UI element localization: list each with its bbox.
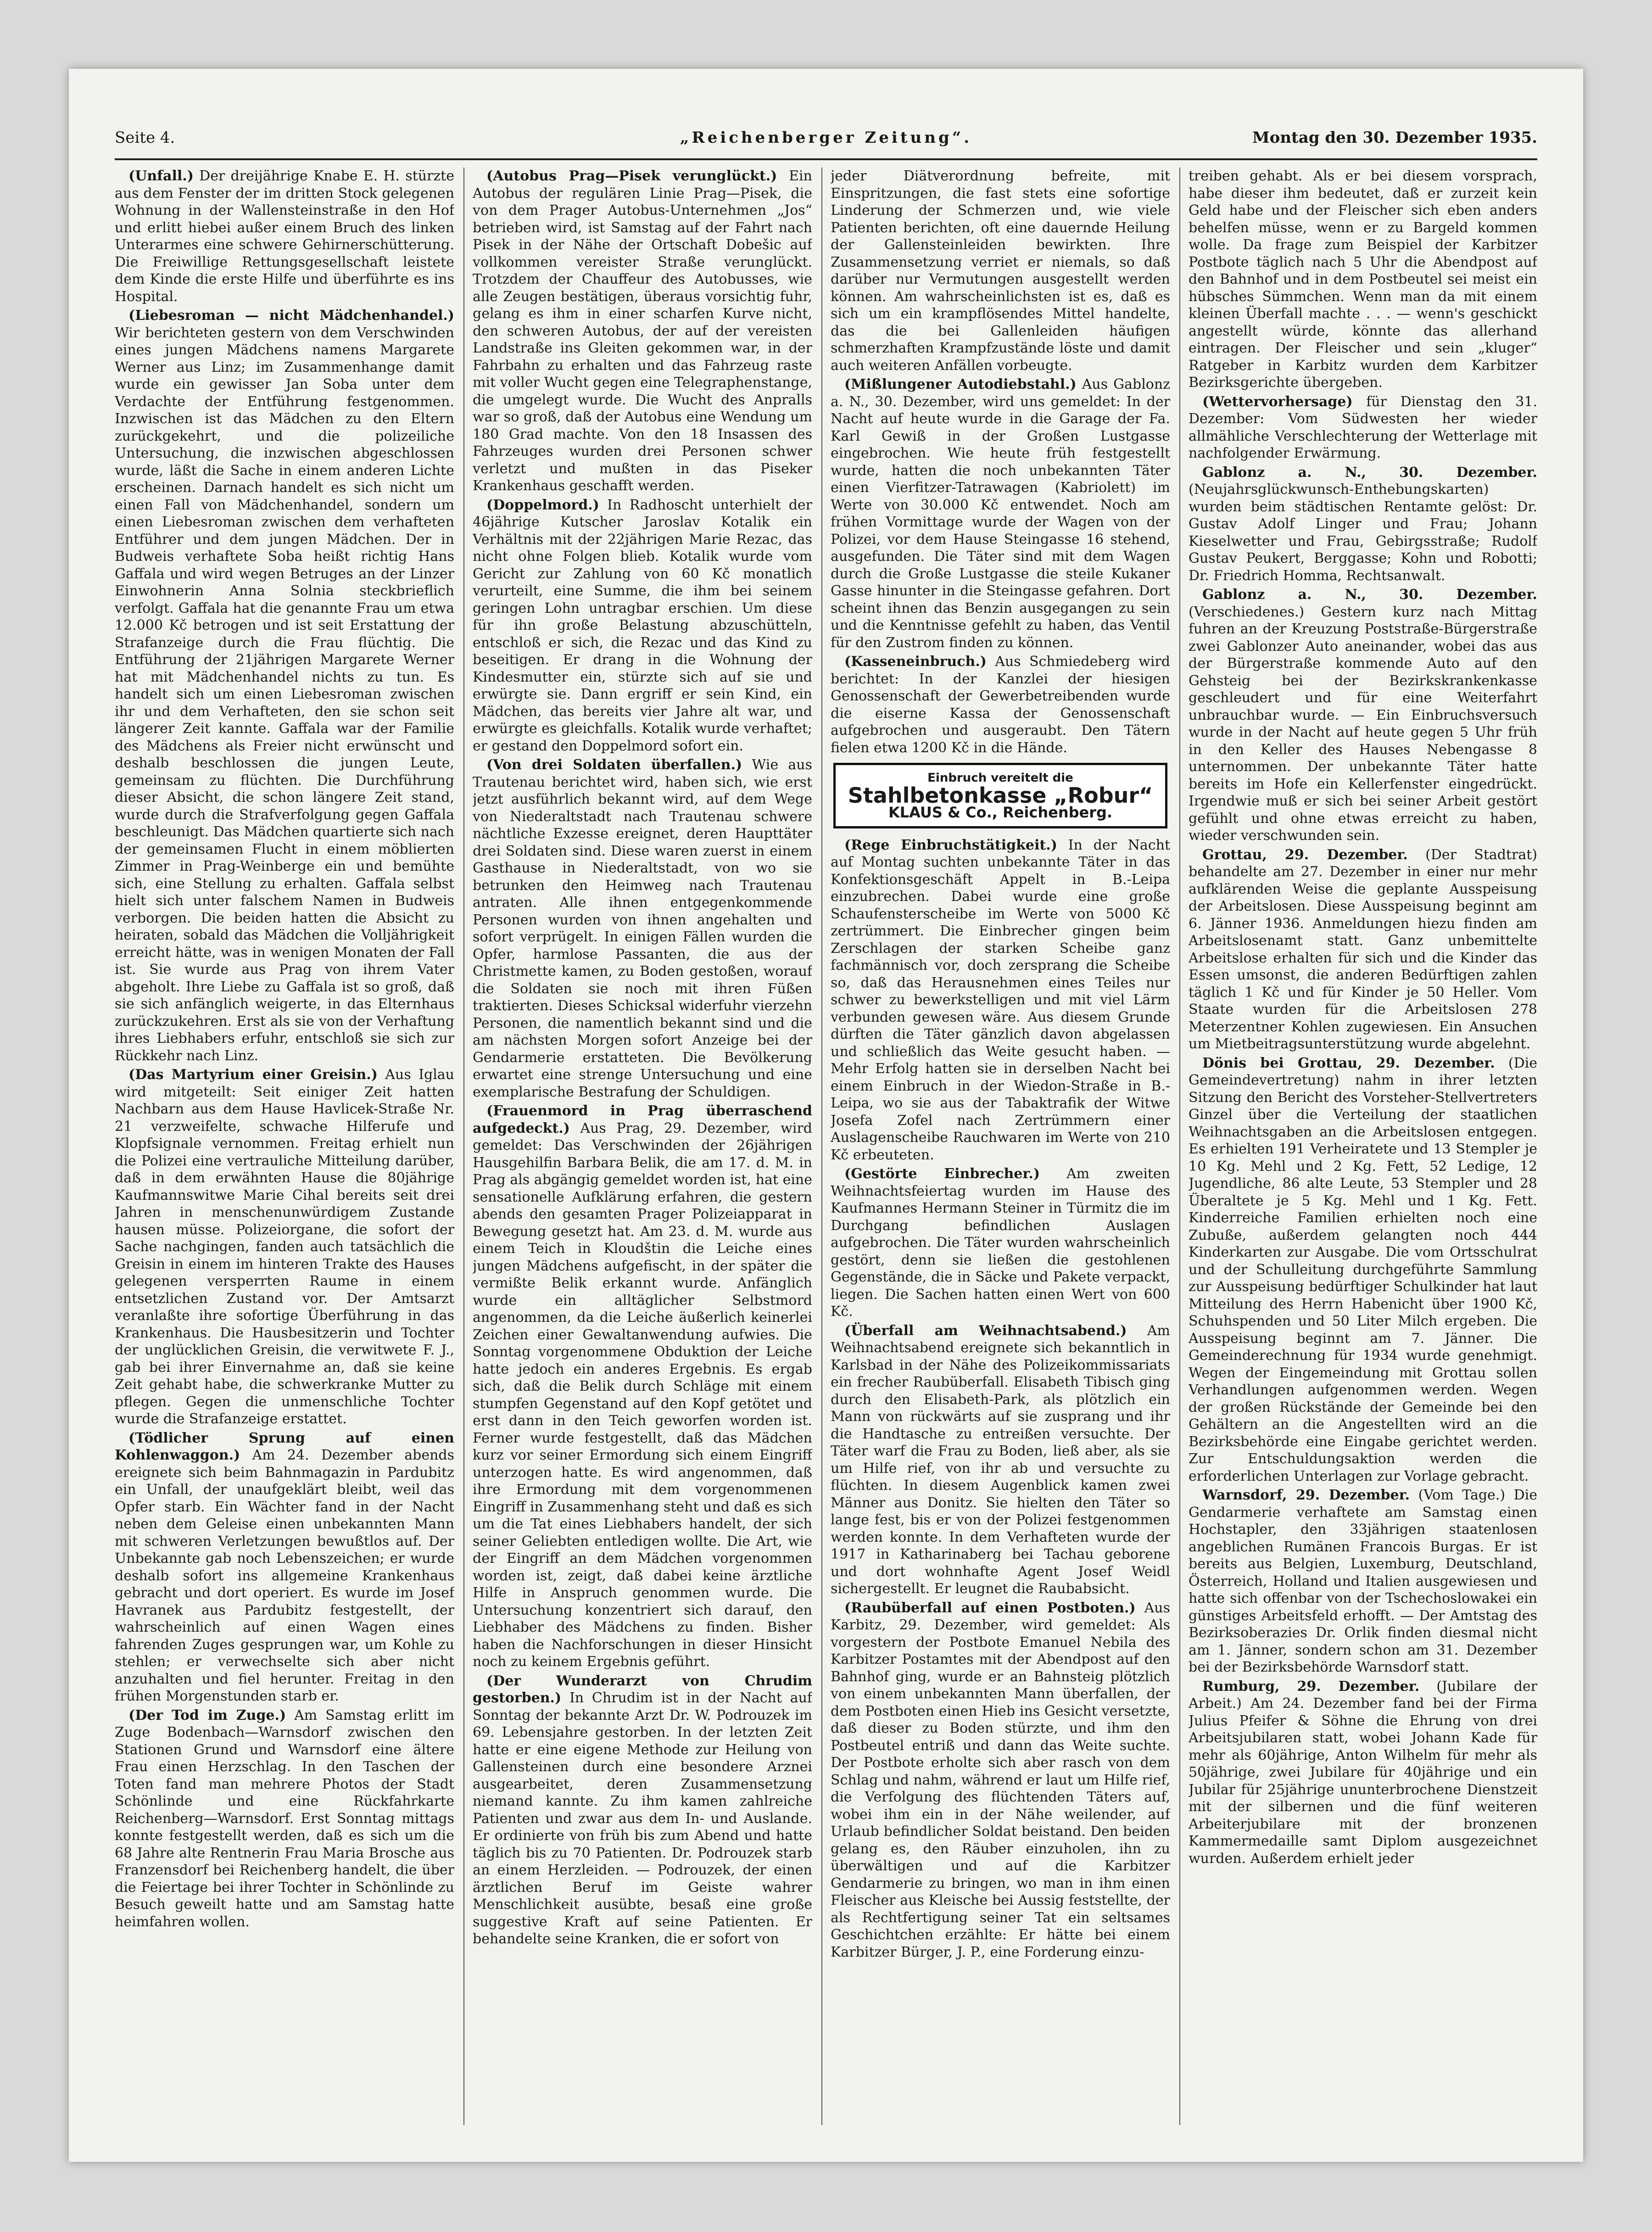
news-article [473, 168, 812, 495]
article-paragraph [473, 756, 812, 1101]
article-body: Aus Gablonz a. N., 30. Dezember, wird uns gemeldet: In der Nacht auf heute wurde in die Garage der Fa. Karl Gewiß in der Großen Lustgasse eingebrochen. Wie heute früh festgestellt wurde, hatten die noch unbekannten Täter einen Vierfitzer-Tatrawagen (Kabriolett) im Werte von 30.000 Kč entwendet. Noch am frühen Vormittage wurde der Wagen von der Polizei, vor dem Hause Steingasse 16 stehend, ausgefunden. Die Täter sind mit dem Wagen durch die Große Lustgasse die steile Kukaner Gasse hinunter in die Steingasse gefahren. Dort scheint ihnen das Benzin ausgegangen zu sein und die Kenntnisse gefehlt zu haben, das Ventil für den Zustrom finden zu können. [831, 376, 1170, 651]
article-body: In Radhoscht unterhielt der 46jährige Kutscher Jaroslav Kotalik ein Verhältnis mit der 22jährigen Marie Rezac, das nicht ohne Folgen blieb. Kotalik wurde vom Gericht zur Zahlung von 60 Kč monatlich verurteilt, eine Summe, die ihm bei seinem geringen Lohn untragbar erschien. Um diese für ihn große Belastung abzuschütteln, entschloß er sich, die Rezac und das Kind zu beseitigen. Er drang in die Wohnung der Kindesmutter ein, stürzte sich auf sie und erwürgte sie. Dann ergriff er sein Kind, ein Mädchen, das bereits vier Jahre alt war, und erwürgte es gleichfalls. Kotalik wurde verhaftet; er gestand den Doppelmord sofort ein. [473, 497, 812, 754]
column-divider [463, 168, 464, 2125]
ad-text-line: KLAUS & Co., Reichenberg. [888, 804, 1113, 821]
news-article [831, 168, 1170, 374]
header-rule [115, 158, 1537, 160]
news-article [1189, 1487, 1537, 1676]
article-paragraph [831, 1165, 1170, 1320]
newspaper-page [69, 69, 1583, 2162]
news-article [473, 1673, 812, 1948]
article-headline: Dönis bei Grottau, 29. Dezember. [1202, 1055, 1495, 1071]
article-paragraph [831, 376, 1170, 651]
news-article [1189, 393, 1537, 462]
article-paragraph [115, 168, 454, 305]
news-article [1189, 846, 1537, 1053]
article-body: (Jubilare der Arbeit.) Am 24. Dezember fand bei der Firma Julius Pfeifer & Söhne die Ehrung von drei Arbeitsjubilaren statt, wobei Johann Kade für mehr als 60jährige, Anton Wilhelm für mehr als 50jährige, zwei Jubilare für 40jährige und ein Jubilar für 25jährige ununterbrochene Dienstzeit mit der silbernen und die fünf weiteren Arbeiterjubilare mit der bronzenen Kammermedaille samt Diplom ausgezeichnet wurden. Außerdem erhielt jeder [1189, 1678, 1537, 1867]
news-article [115, 168, 454, 305]
article-body: Am 24. Dezember abends ereignete sich beim Bahnmagazin in Pardubitz ein Unfall, der unaufgeklärt bleibt, weil das Opfer starb. Ein Wächter fand in der Nacht neben dem Geleise einen unbekannten Mann mit schweren Verletzungen bewußtlos auf. Der Unbekannte gab noch Lebenszeichen; er wurde deshalb sofort ins allgemeine Krankenhaus gebracht und dort operiert. Es wurde im Josef Havranek aus Pardubitz festgestellt, der wahrscheinlich auf einen Wagen eines fahrenden Zuges gesprungen war, um Kohle zu stehlen; er verwechselte sich aber nicht anzuhalten und fiel herunter. Freitag in den frühen Morgenstunden starb er. [115, 1447, 454, 1704]
article-body: Aus Prag, 29. Dezember, wird gemeldet: Das Verschwinden der 26jährigen Hausgehilfin Barbara Belik, die am 17. d. M. in Prag als abgängig gemeldet worden ist, hat eine sensationelle Aufklärung erfahren, die gestern abends den gesamten Prager Polizeiapparat in Bewegung gesetzt hat. Am 23. d. M. wurde aus einem Teich in Kloudštin die Leiche eines jungen Mädchens aufgefischt, in der später die vermißte Belik erkannt wurde. Anfänglich wurde ein alltäglicher Selbstmord angenommen, da die Leiche äußerlich keinerlei Zeichen einer Gewaltanwendung aufwies. Die Sonntag vorgenommene Obduktion der Leiche hatte jedoch ein anderes Ergebnis. Es ergab sich, daß die Belik durch Schläge mit einem stumpfen Gegenstand auf den Kopf getötet und erst dann in den Teich geworfen worden ist. Ferner wurde festgestellt, daß das Mädchen kurz vor seiner Ermordung sich einem Eingriff unterzogen hatte. Es wird angenommen, daß ihre Ermordung mit dem vorgenommenen Eingriff in Zusammenhang steht und daß es sich um die Tat eines Liebhabers handelt, der sich seiner Geliebten entledigen wollte. Die Art, wie der Eingriff an dem Mädchen vorgenommen worden ist, zeigt, daß dabei keine ärztliche Hilfe in Anspruch genommen wurde. Die Untersuchung konzentriert sich darauf, den Liebhaber des Mädchens zu finden. Bisher haben die Nachforschungen in dieser Hinsicht noch zu keinem Ergebnis geführt. [473, 1120, 812, 1670]
article-headline: Warnsdorf, 29. Dezember. [1202, 1487, 1410, 1503]
article-headline: (Doppelmord.) [486, 497, 599, 513]
article-paragraph [1189, 1055, 1537, 1485]
news-article [1189, 586, 1537, 845]
column-divider [1179, 168, 1180, 2125]
article-headline: (Rege Einbruchstätigkeit.) [844, 837, 1057, 853]
article-headline: (Von drei Soldaten überfallen.) [486, 757, 742, 773]
column-divider [821, 168, 822, 2125]
page-number: Seite 4. [115, 129, 175, 147]
article-paragraph [473, 1102, 812, 1671]
news-article [831, 1165, 1170, 1320]
news-article [1189, 1678, 1537, 1868]
article-headline: Grottau, 29. Dezember. [1202, 846, 1408, 863]
article-headline: (Das Martyrium einer Greisin.) [128, 1067, 378, 1083]
article-body: Aus Iglau wird mitgeteilt: Seit einiger Zeit hatten Nachbarn aus dem Hause Havlicek-Straße Nr. 21 verzweifelte, schwache Hilferufe und Klopfsignale vernommen. Freitag erhielt nun die Polizei eine vertrauliche Mitteilung darüber, daß in dem erwähnten Hause die 80jährige Kaufmannswitwe Marie Cihal bereits seit drei Jahren in menschenunwürdigem Zustande hausen müsse. Polizeiorgane, die sofort der Sache nachgingen, fanden auch tatsächlich die Greisin in einem im hinteren Trakte des Hauses gelegenen versperrten Raume in einem entsetzlichen Zustand vor. Der Amtsarzt veranlaßte ihre sofortige Überführung in das Krankenhaus. Die Hausbesitzerin und Tochter der unglücklichen Greisin, die verwitwete F. J., gab bei ihrer Einvernahme an, daß sie keine Zeit gehabt habe, die schwerkranke Mutter zu pflegen. Gegen die unmenschliche Tochter wurde die Strafanzeige erstattet. [115, 1067, 454, 1427]
article-body: (Die Gemeindevertretung) nahm in ihrer letzten Sitzung den Bericht des Vorsteher-Stellvertreters Ginzel über die Verteilung der staatlichen Weihnachtsgaben an die Arbeitslosen entgegen. Es erhielten 191 Verheiratete und 13 Stempler je 10 Kg. Mehl und 2 Kg. Fett, 52 Ledige, 12 Jugendliche, 86 alte Leute, 53 Stempler und 28 Überaltete je 5 Kg. Mehl und 1 Kg. Fett. Kinderreiche Familien erhielten noch eine Zubuße, außerdem gelangten noch 444 Kinderkarten zur Ausgabe. Die vom Ortsschulrat und der Schulleitung durchgeführte Sammlung zur Ausspeisung bedürftiger Schulkinder hat laut Mitteilung des Herrn Habenicht über 1900 Kč, Schuhspenden und 50 Liter Milch ergeben. Die Ausspeisung beginnt am 7. Jänner. Die Gemeinderechnung für 1934 wurde genehmigt. Wegen der Eingemeindung mit Grottau sollen Verhandlungen aufgenommen werden. Wegen der großen Rückstände der Gemeinde bei den Gehältern an die Angestellten wird an die Bezirksbehörde eine Eingabe gerichtet werden. Zur Entschuldungsaktion werden die erforderlichen Unterlagen zur Vorlage gebracht. [1189, 1055, 1537, 1484]
article-headline: (Überfall am Weihnachtsabend.) [844, 1322, 1127, 1339]
article-headline: Rumburg, 29. Dezember. [1202, 1678, 1420, 1695]
news-article [1189, 168, 1537, 392]
article-body: Ein Autobus der regulären Linie Prag—Pisek, die von dem Prager Autobus-Unternehmen „Jos“ betrieben wird, ist Samstag auf der Fahrt nach Pisek in der Nähe der Ortschaft Dobešic auf vollkommen vereister Straße verunglückt. Trotzdem der Chauffeur des Autobusses, wie alle Zeugen bestätigen, überaus vorsichtig fuhr, gelang es ihm in einer scharfen Kurve nicht, den schweren Autobus, der auf der vereisten Landstraße ins Gleiten gekommen war, in der Fahrbahn zu erhalten und das Fahrzeug raste mit voller Wucht gegen eine Telegraphenstange, die umgelegt wurde. Die Wucht des Anpralls war so groß, daß der Autobus eine Wendung um 180 Grad machte. Von den 18 Insassen des Fahrzeuges wurden drei Personen schwer verletzt und mußten in das Piseker Krankenhaus geschafft werden. [473, 168, 812, 494]
article-paragraph [473, 1673, 812, 1948]
article-headline: (Unfall.) [128, 168, 194, 184]
article-paragraph [473, 168, 812, 495]
article-headline: (Mißlungener Autodiebstahl.) [844, 376, 1077, 392]
article-paragraph [115, 1430, 454, 1705]
article-body: Am Weihnachtsabend ereignete sich bekanntlich in Karlsbad in der Nähe des Polizeikommissariats ein frecher Raubüberfall. Elisabeth Tibisch ging durch den Elisabeth-Park, als plötzlich ein Mann von rückwärts auf sie zusprang und ihr die Handtasche zu entreißen versuchte. Der Täter warf die Frau zu Boden, ließ aber, als sie um Hilfe rief, von ihr ab und versuchte zu flüchten. In diesem Augenblick kamen zwei Männer aus Donitz. Sie hielten den Täter so lange fest, bis er von der Polizei festgenommen werden konnte. In dem Verhafteten wurde der 1917 in Katharinaberg bei Tachau geborene und dort wohnhafte Agent Josef Weidl sichergestellt. Er leugnet die Raubabsicht. [831, 1322, 1170, 1597]
article-paragraph [1189, 464, 1537, 585]
news-article [115, 1707, 454, 1931]
article-paragraph [831, 1322, 1170, 1598]
column-4 [1189, 168, 1537, 2125]
article-paragraph [115, 307, 454, 1064]
article-headline: (Gestörte Einbrecher.) [844, 1166, 1040, 1182]
ad-text-line: Einbruch vereitelt die [927, 771, 1073, 785]
article-paragraph [1189, 1678, 1537, 1868]
column-2 [473, 168, 812, 2125]
newspaper-title: „Reichenberger Zeitung“. [680, 129, 972, 147]
article-paragraph [1189, 168, 1537, 392]
news-article [1189, 1055, 1537, 1485]
article-paragraph [831, 653, 1170, 756]
article-body: (Der Stadtrat) behandelte am 27. Dezember in einer nur mehr aufklärenden Weise die geplante Ausspeisung der Arbeitslosen. Diese Ausspeisung beginnt am 6. Jänner 1936. Anmeldungen hiezu finden am Arbeitslosenamt statt. Ganz unbemittelte Arbeitslose erhalten für sich und die Kinder das Essen umsonst, die anderen Bedürftigen zahlen täglich 1 Kč und für Kinder je 50 Heller. Vom Staate wurden für die Arbeitslosen 278 Meterzentner Kohlen zugewiesen. Ein Ansuchen um Mietbeitragsunterstützung wurde abgelehnt. [1189, 846, 1537, 1052]
news-article [831, 1600, 1170, 1961]
article-body: In der Nacht auf Montag suchten unbekannte Täter in das Konfektionsgeschäft Appelt in B.-Leipa einzubrechen. Dabei wurde eine große Schaufensterscheibe im Werte von 5000 Kč zertrümmert. Die Einbrecher gingen beim Zerschlagen der starken Scheibe ganz fachmännisch vor, doch zersprang die Scheibe so, daß das Herausnehmen eines Teiles nur schwer zu bewerkstelligen und mit viel Lärm verbunden gewesen wäre. Aus diesem Grunde dürften die Täter gänzlich davon abgelassen und schließlich das Weite gesucht haben. — Mehr Erfolg hatten sie in derselben Nacht bei einem Einbruch in der Wiedon-Straße in B.-Leipa, wo sie aus der Tabaktrafik der Witwe Josefa Zofel nach Zertrümmern einer Auslagenscheibe Rauchwaren im Werte von 210 Kč erbeuteten. [831, 837, 1170, 1163]
article-headline: (Wettervorhersage) [1202, 393, 1353, 410]
article-paragraph [831, 837, 1170, 1164]
running-head [115, 129, 1537, 156]
article-body: treiben gehabt. Als er bei diesem vorsprach, habe dieser ihm bedeutet, daß er zurzeit kein Geld habe und der Fleischer sich eben anders behelfen müsse, wenn er zu Bargeld kommen wolle. Da frage zum Beispiel der Karbitzer Postbote täglich nach 5 Uhr die Abendpost auf den Bahnhof und in dem Postbeutel sei meist ein hübsches Sümmchen. Wenn man da mit einem kleinen Überfall machte . . . — wenn's geschickt angestellt würde, könnte das allerhand eintragen. Der Fleischer und sein „kluger“ Ratgeber in Karbitz wurden dem Karbitzer Bezirksgerichte übergeben. [1189, 168, 1537, 391]
article-headline: (Kasseneinbruch.) [844, 654, 987, 670]
article-headline: Gablonz a. N., 30. Dezember. [1202, 587, 1537, 603]
article-headline: Gablonz a. N., 30. Dezember. [1202, 464, 1537, 481]
column-1 [115, 168, 454, 2125]
news-article [473, 497, 812, 755]
news-article [115, 1430, 454, 1705]
article-body: Am Samstag erlitt im Zuge Bodenbach—Warnsdorf zwischen den Stationen Grund und Warnsdorf eine ältere Frau einen Herzschlag. In den Taschen der Toten fand man mehrere Photos der Stadt Schönlinde und eine Rückfahrkarte Reichenberg—Warnsdorf. Erst Sonntag mittags konnte festgestellt werden, daß es sich um die 68 Jahre alte Rentnerin Frau Maria Brosche aus Franzensdorf bei Reichenberg handelt, die über die Feiertage bei ihrer Tochter in Schönlinde zu Besuch geweilt hatte und am Samstag hatte heimfahren wollen. [115, 1707, 454, 1930]
news-article [831, 1322, 1170, 1598]
news-article [831, 376, 1170, 651]
article-paragraph [473, 497, 812, 755]
article-body: für Dienstag den 31. Dezember: Vom Südwesten her wieder allmähliche Verschlechterung der Wetterlage mit nachfolgender Erwärmung. [1189, 393, 1537, 461]
article-paragraph [1189, 586, 1537, 845]
article-body: Aus Schmiedeberg wird berichtet: In der Kanzlei der hiesigen Genossenschaft der Gewerbetreibenden wurde die eiserne Kassa der Genossenschaft aufgebrochen und ausgeraubt. Den Tätern fielen etwa 1200 Kč in die Hände. [831, 654, 1170, 756]
article-headline: (Frauenmord in Prag überraschend aufgedeckt.) [473, 1103, 812, 1136]
article-paragraph [115, 1066, 454, 1428]
article-headline: (Autobus Prag—Pisek verunglückt.) [486, 168, 777, 184]
article-paragraph [831, 1600, 1170, 1961]
news-article [115, 1066, 454, 1428]
article-headline: (Der Wunderarzt von Chrudim gestorben.) [473, 1673, 812, 1706]
article-body: Wir berichteten gestern von dem Verschwinden eines jungen Mädchens namens Margarete Werner aus Linz; im Zusammenhange damit wurde ein gewisser Jan Soba unter dem Verdachte der Entführung festgenommen. Inzwischen ist das Mädchen zu den Eltern zurückgekehrt, und die polizeiliche Untersuchung, die inzwischen abgeschlossen wurde, läßt die Sache in einem anderen Lichte erscheinen. Darnach handelt es sich nicht um einen Fall von Mädchenhandel, sondern um einen Liebesroman zwischen dem verhafteten Entführer und dem jungen Mädchen. Der in Budweis verhaftete Soba heißt richtig Hans Gaffala und wird wegen Betruges an der Linzer Einwohnerin Anna Solnia steckbrieflich verfolgt. Gaffala hat die genannte Frau um etwa 12.000 Kč betrogen und ist seit Erstattung der Strafanzeige durch die Frau flüchtig. Die Entführung der 21jährigen Margarete Werner hat mit Mädchenhandel nichts zu tun. Es handelt sich um einen Liebesroman zwischen ihr und dem Verhafteten, den sie schon seit längerer Zeit kannte. Gaffala war der Familie des Mädchens als Freier nicht erwünscht und deshalb beschlossen die jungen Leute, gemeinsam zu flüchten. Die Durchführung dieser Absicht, die schon längere Zeit stand, wurde durch die Strafverfolgung gegen Gaffala beschleunigt. Das Mädchen quartierte sich nach der gemeinsamen Flucht in einem möblierten Zimmer in Prag-Weinberge ein und bemühte sich, eine Stellung zu erhalten. Gaffala selbst hielt sich unter falschem Namen in Budweis verborgen. Die beiden hatten die Absicht zu heiraten, sobald das Mädchen die Volljährigkeit erreicht hätte, was in wenigen Monaten der Fall ist. Sie wurde aus Prag von ihrem Vater abgeholt. Ihre Liebe zu Gaffala ist so groß, daß sie sich anfänglich weigerte, in das Elternhaus zurückzukehren. Erst als sie von der Verhaftung ihres Liebhabers erfuhr, entschloß sie sich zur Rückkehr nach Linz. [115, 324, 454, 1064]
article-paragraph [115, 1707, 454, 1931]
article-headline: (Der Tod im Zuge.) [128, 1707, 286, 1723]
article-paragraph [1189, 846, 1537, 1053]
article-body: jeder Diätverordnung befreite, mit Einspritzungen, die fast stets eine sofortige Linderung der Schmerzen und, wie viele Patienten berichten, oft eine dauernde Heilung der Gallensteinleiden bewirkten. Ihre Zusammensetzung verriet er niemals, so daß darüber nur Vermutungen ausgestellt werden können. Am wahrscheinlichsten ist es, daß es sich um ein krampflösendes Mittel handelte, das die bei Gallenleiden häufigen schmerzhaften Krampfzustände löste und damit auch weiteren Anfällen vorbeugte. [831, 168, 1170, 374]
article-body: In Chrudim ist in der Nacht auf Sonntag der bekannte Arzt Dr. W. Podrouzek im 69. Lebensjahre gestorben. In der letzten Zeit hatte er eine eigene Methode zur Heilung von Gallensteinen durch eine besondere Arznei ausgearbeitet, deren Zusammensetzung niemand kannte. Zu ihm kamen zahlreiche Patienten und zwar aus dem In- und Auslande. Er ordinierte von früh bis zum Abend und hatte täglich bis zu 70 Patienten. Dr. Podrouzek starb an einem Herzleiden. — Podrouzek, der einen ärztlichen Beruf im Geiste wahrer Menschlichkeit ausübte, besaß eine große suggestive Kraft auf seine Patienten. Er behandelte seine Kranken, die er sofort von [473, 1690, 812, 1947]
article-paragraph [831, 168, 1170, 374]
article-paragraph [1189, 1487, 1537, 1676]
article-body: (Verschiedenes.) Gestern kurz nach Mittag fuhren an der Kreuzung Poststraße-Bürgerstraße zwei Gablonzer Auto aneinander, wobei das aus der Bürgerstraße kommende Auto auf den Gehsteig bei der Bezirkskrankenkasse geschleudert und für eine Weiterfahrt unbrauchbar wurde. — Ein Einbruchsversuch wurde in der Nacht auf heute gegen 5 Uhr früh in den Keller des Hauses Nebengasse 8 unternommen. Der unbekannte Täter hatte bereits im Hofe ein Kellerfenster eingedrückt. Irgendwie muß er sich bei seiner Arbeit gestört gefühlt und ohne etwas erreicht zu haben, wieder verschwunden sein. [1189, 604, 1537, 844]
article-body: Am zweiten Weihnachtsfeiertag wurden im Hause des Kaufmannes Hermann Steiner in Türmitz die im Durchgang befindlichen Auslagen aufgebrochen. Die Täter wurden wahrscheinlich gestört, denn sie ließen die gestohlenen Gegenstände, die in Säcke und Pakete verpackt, liegen. Die Sachen hatten einen Wert von 600 Kč. [831, 1166, 1170, 1320]
news-article [831, 837, 1170, 1164]
article-headline: (Raubüberfall auf einen Postboten.) [844, 1600, 1136, 1616]
news-article [115, 307, 454, 1064]
news-article [473, 1102, 812, 1671]
news-article [473, 756, 812, 1101]
article-body: (Neujahrsglückwunsch-Enthebungskarten) wurden beim städtischen Rentamte gelöst: Dr. Gustav Adolf Linger und Frau; Johann Kieselwetter und Frau, Gebirgsstraße; Rudolf Gustav Peukert, Berggasse; Kohn und Robotti; Dr. Friedrich Homma, Rechtsanwalt. [1189, 481, 1537, 584]
article-headline: (Liebesroman — nicht Mädchenhandel.) [128, 308, 454, 324]
news-article [1189, 464, 1537, 585]
article-body: Der dreijährige Knabe E. H. stürzte aus dem Fenster der im dritten Stock gelegenen Wohnung in der Wallensteinstraße in den Hof und erlitt hiebei außer einem Bruch des linken Unterarmes eine schwere Gehirnerschütterung. Die Freiwillige Rettungsgesellschaft leistete dem Kinde die erste Hilfe und überführte es ins Hospital. [115, 168, 454, 305]
article-body: Wie aus Trautenau berichtet wird, haben sich, wie erst jetzt ausführlich bekannt wird, auf dem Wege von Niederaltstadt nach Trautenau schwere nächtliche Exzesse ereignet, deren Haupttäter drei Soldaten sind. Diese waren zuerst in einem Gasthause in Niederaltstadt, von wo sie betrunken den Heimweg nach Trautenau antraten. Alle ihnen entgegenkommende Personen wurden von ihnen angehalten und sofort verprügelt. In einigen Fällen wurden die Opfer, harmlose Passanten, die aus der Christmette kamen, zu Boden gestoßen, worauf die Soldaten sie noch mit ihren Füßen traktierten. Dieses Schicksal widerfuhr vierzehn Personen, die namentlich bekannt sind und die am nächsten Morgen sofort Anzeige bei der Gendarmerie erstatteten. Die Bevölkerung erwartet eine strenge Untersuchung und eine exemplarische Bestrafung der Schuldigen. [473, 757, 812, 1100]
column-3 [831, 168, 1170, 2125]
advertisement-box [833, 763, 1167, 828]
article-headline: (Tödlicher Sprung auf einen Kohlenwaggon.) [115, 1430, 454, 1463]
article-body: (Vom Tage.) Die Gendarmerie verhaftete am Samstag einen Hochstapler, den 33jährigen staatenlosen angeblichen Rumänen Francois Burgas. Er ist bereits aus Belgien, Luxemburg, Deutschland, Österreich, Holland und Italien ausgewiesen und hatte sich offenbar von der Tschechoslowakei ein günstiges Arbeitsfeld erhofft. — Der Amtstag des Bezirksoberazies Dr. Orlik finden diesmal nicht am 1. Jänner, sondern schon am 31. Dezember bei der Bezirksbehörde Warnsdorf statt. [1189, 1487, 1537, 1675]
news-article [831, 653, 1170, 756]
ad-text-line: Stahlbetonkasse „Robur“ [848, 783, 1153, 808]
article-body: Aus Karbitz, 29. Dezember, wird gemeldet: Als vorgestern der Postbote Emanuel Nebila des Karbitzer Postamtes mit der Abendpost auf den Bahnhof ging, wurde er an Bahnsteig plötzlich von einem unbekannten Mann überfallen, der dem Postboten einen Hieb ins Gesicht versetzte, daß dieser zu Boden stürzte, und ihm den Postbeutel entriß und dann das Weite suchte. Der Postbote erholte sich aber rasch von dem Schlag und nahm, während er laut um Hilfe rief, die Verfolgung des flüchtenden Täters auf, wobei ihm ein in der Nähe weilender, auf Urlaub befindlicher Soldat beistand. Den beiden gelang es, den Räuber einzuholen, ihn zu überwältigen und auf die Karbitzer Gendarmerie zu bringen, wo man in ihm einen Fleischer aus Kleische bei Aussig feststellte, der als Rechtfertigung seiner Tat ein seltsames Geschichtchen erzählte: Er hätte bei einem Karbitzer Bürger, J. P., eine Forderung einzu- [831, 1600, 1170, 1960]
article-paragraph [1189, 393, 1537, 462]
issue-date: Montag den 30. Dezember 1935. [1252, 129, 1537, 147]
